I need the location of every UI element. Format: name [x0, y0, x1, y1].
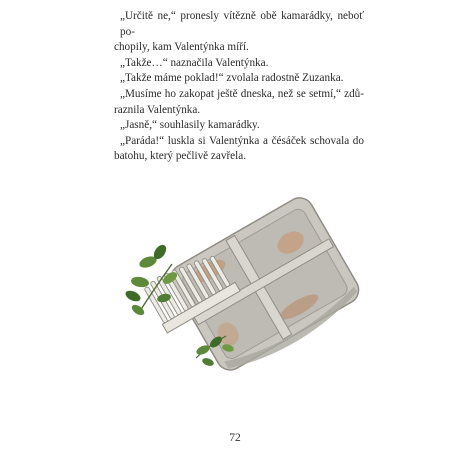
text-line: „Určitě ne,“ pronesly vítězně obě kamarádky, neboť po-	[120, 10, 364, 38]
comb-illustration	[108, 186, 368, 396]
story-text	[114, 9, 364, 165]
text-line: chopily, kam Valentýnka míří.	[114, 41, 249, 54]
text-line: „Jasně,“ souhlasily kamarádky.	[120, 119, 260, 132]
text-line: „Takže máme poklad!“ zvolala radostně Zuzanka.	[120, 72, 344, 85]
comb-case	[166, 193, 367, 381]
text-line: raznila Valentýnka.	[114, 103, 201, 116]
text-line: batohu, který pečlivě zavřela.	[114, 150, 247, 163]
text-line: „Takže…“ naznačila Valentýnka.	[120, 56, 269, 69]
text-line: „Paráda!“ luskla si Valentýnka a čésáček schovala do	[120, 134, 364, 147]
page-number: 72	[229, 432, 241, 444]
leaves-top	[124, 243, 179, 318]
text-line: „Musíme ho zakopat ještě dneska, než se setmí,“ zdů-	[120, 87, 364, 100]
